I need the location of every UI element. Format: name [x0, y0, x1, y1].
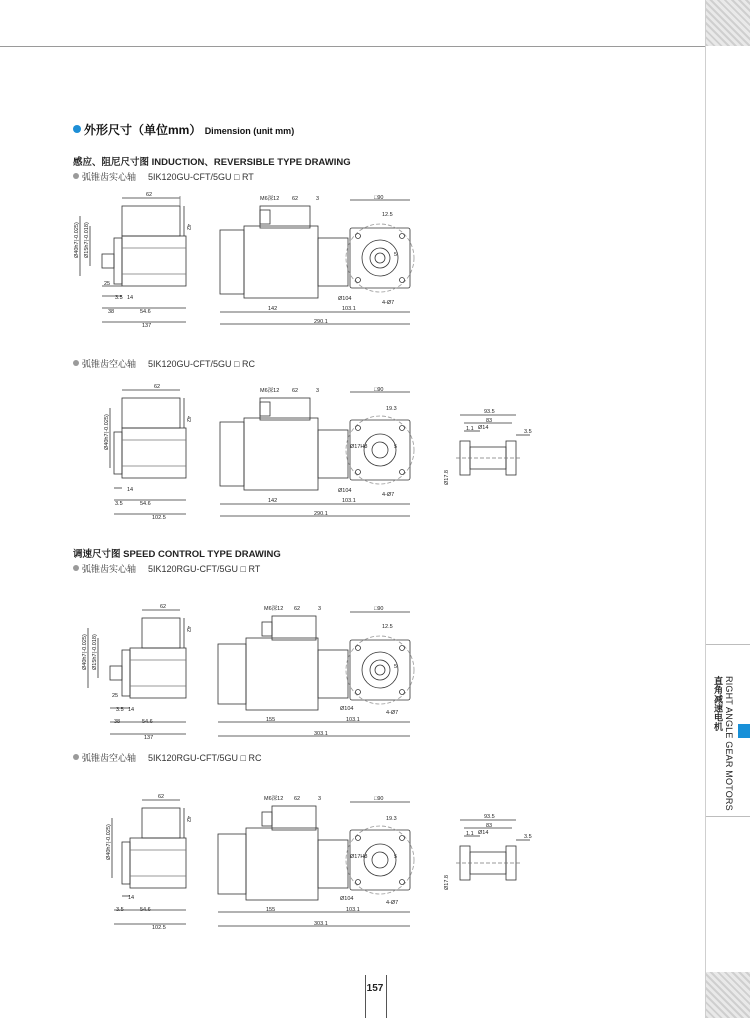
dim-label: Ø14 [478, 830, 489, 836]
technical-drawing-3 [60, 598, 430, 744]
dim-label: 4-Ø7 [386, 900, 399, 906]
dim-label: 14 [127, 487, 134, 493]
dim-label: M6深12 [264, 606, 284, 612]
bullet-icon [73, 360, 79, 366]
dim-label: 303.1 [314, 731, 328, 737]
caption-model: 5IK120RGU-CFT/5GU □ RC [148, 753, 262, 763]
sidebar-divider [706, 644, 750, 645]
dim-label: 3.5 [524, 429, 532, 435]
dim-label: 25 [104, 281, 111, 287]
dim-label: Ø40h7(-0.025) [106, 824, 112, 860]
technical-drawing-4 [60, 788, 430, 934]
dim-label: Ø14 [478, 425, 489, 431]
dim-label: 54.6 [140, 501, 151, 507]
sidebar-divider [706, 816, 750, 817]
page-number-frame [365, 975, 387, 1018]
dim-label: 290.1 [314, 319, 328, 325]
caption-model: 5IK120GU-CFT/5GU □ RC [148, 359, 255, 369]
dim-label: 137 [142, 323, 152, 329]
dim-label: 62 [158, 794, 165, 800]
dim-label: 62 [160, 604, 167, 610]
dim-label: Ø104 [340, 706, 354, 712]
dim-label: Ø17.8 [444, 470, 450, 485]
dim-label: 4-Ø7 [386, 710, 399, 716]
dim-label: 3.5 [115, 295, 123, 301]
dim-label: 62 [292, 196, 299, 202]
dim-label: M6深12 [260, 196, 280, 202]
dim-label: 102.5 [152, 515, 166, 521]
top-rule [0, 46, 705, 47]
dim-label: 62 [292, 388, 299, 394]
dim-label: Ø15h7(-0.018) [92, 634, 98, 670]
dim-label: 4-Ø7 [382, 492, 395, 498]
dim-label: 62 [294, 796, 301, 802]
dim-label: □90 [374, 606, 384, 612]
dim-label: 93.5 [484, 814, 495, 820]
technical-drawing-1 [60, 186, 430, 332]
caption-label: 弧锥齿空心轴 [82, 359, 137, 369]
dim-label: 83 [486, 418, 493, 424]
dim-label: 3.5 [116, 707, 124, 713]
dim-label: 3.5 [116, 907, 124, 913]
dim-label: 3 [316, 196, 320, 202]
dim-label: 142 [268, 498, 278, 504]
dim-label: Ø40h7(-0.025) [74, 222, 80, 258]
dim-label: 14 [128, 707, 135, 713]
dim-label: 14 [128, 895, 135, 901]
dim-label: 137 [144, 735, 154, 741]
sidebar-border [705, 0, 706, 1018]
sidebar-label-en: RIGHT ANGLE GEAR MOTORS [724, 676, 734, 811]
dim-label: 5 [394, 444, 398, 450]
dim-label: 12.5 [382, 624, 393, 630]
corner-hatch-top [706, 0, 750, 46]
dim-label: 290.1 [314, 511, 328, 517]
sidebar-label-cn: 直角减速电机 [713, 676, 723, 732]
section-title-cn: 外形尺寸（单位mm） [84, 123, 202, 137]
dim-label: 93.5 [484, 409, 495, 415]
hollow-shaft-detail-1 [440, 405, 540, 495]
dim-label: 303.1 [314, 921, 328, 927]
dim-label: □90 [374, 387, 384, 393]
caption-model: 5IK120GU-CFT/5GU □ RT [148, 172, 254, 182]
dim-label: Ø104 [338, 296, 352, 302]
dim-label: Ø104 [338, 488, 352, 494]
dim-label: 5 [394, 664, 398, 670]
dim-label: Ø17H8 [350, 854, 368, 860]
dim-label: 12.5 [382, 212, 393, 218]
dim-label: 155 [266, 717, 276, 723]
drawing-caption-solid-shaft [73, 170, 254, 183]
dim-label: Ø40h7(-0.025) [82, 634, 88, 670]
group-heading-speed-control: 调速尺寸图 SPEED CONTROL TYPE DRAWING [73, 549, 281, 560]
caption-label: 弧锥齿实心轴 [82, 564, 137, 574]
dim-label: 62 [146, 192, 153, 198]
dim-label: 83 [486, 823, 493, 829]
dim-label: Ø104 [340, 896, 354, 902]
dim-label: 42 [185, 416, 191, 423]
corner-hatch-bottom [706, 972, 750, 1018]
bullet-icon [73, 754, 79, 760]
dim-label: 3 [318, 606, 322, 612]
dim-label: Ø17H8 [350, 444, 368, 450]
dim-label: 4-Ø7 [382, 300, 395, 306]
dim-label: 54.6 [142, 719, 153, 725]
dim-label: 103.1 [346, 717, 360, 723]
group-heading-induction: 感应、阻尼尺寸图 INDUCTION、REVERSIBLE TYPE DRAWING [73, 157, 351, 168]
dim-label: 5 [394, 854, 398, 860]
dim-label: □90 [374, 796, 384, 802]
dim-label: 19.3 [386, 406, 397, 412]
sidebar-label [712, 676, 734, 811]
dim-label: 102.5 [152, 925, 166, 931]
sidebar-tab-marker [738, 724, 750, 738]
dim-label: Ø17.8 [444, 875, 450, 890]
dim-label: M6深12 [260, 388, 280, 394]
dim-label: 25 [112, 693, 119, 699]
dim-label: 103.1 [342, 498, 356, 504]
dim-label: Ø15h7(-0.018) [84, 222, 90, 258]
bullet-icon [73, 173, 79, 179]
drawing-caption-hollow-shaft [73, 751, 261, 764]
dim-label: 103.1 [342, 306, 356, 312]
dim-label: 3 [316, 388, 320, 394]
dim-label: 103.1 [346, 907, 360, 913]
dim-label: 14 [127, 295, 134, 301]
dim-label: 5 [394, 252, 398, 258]
dim-label: 38 [114, 719, 121, 725]
dim-label: 62 [154, 384, 161, 390]
caption-label: 弧锥齿空心轴 [82, 753, 137, 763]
dim-label: 3 [318, 796, 322, 802]
dim-label: 1.1 [466, 426, 474, 432]
dim-label: 142 [268, 306, 278, 312]
dim-label: Ø40h7(-0.025) [104, 414, 110, 450]
dim-label: 19.3 [386, 816, 397, 822]
drawing-caption-hollow-shaft [73, 357, 255, 370]
dim-label: 42 [185, 816, 191, 823]
dim-label: 1.1 [466, 831, 474, 837]
dim-label: M6深12 [264, 796, 284, 802]
dim-label: 38 [108, 309, 115, 315]
dim-label: 3.5 [524, 834, 532, 840]
dim-label: 42 [185, 224, 191, 231]
dim-label: 62 [294, 606, 301, 612]
section-title-en: Dimension (unit mm) [204, 126, 295, 136]
dim-label: 54.6 [140, 907, 151, 913]
caption-model: 5IK120RGU-CFT/5GU □ RT [148, 564, 261, 574]
page-number: 157 [366, 983, 384, 994]
dim-label: 42 [185, 626, 191, 633]
bullet-icon [73, 125, 81, 133]
section-title [73, 121, 294, 138]
caption-label: 弧锥齿实心轴 [82, 172, 137, 182]
technical-drawing-2 [60, 378, 430, 524]
dim-label: □90 [374, 195, 384, 201]
dim-label: 3.5 [115, 501, 123, 507]
bullet-icon [73, 565, 79, 571]
dim-label: 54.6 [140, 309, 151, 315]
hollow-shaft-detail-2 [440, 810, 540, 900]
drawing-caption-solid-shaft [73, 562, 260, 575]
dim-label: 155 [266, 907, 276, 913]
